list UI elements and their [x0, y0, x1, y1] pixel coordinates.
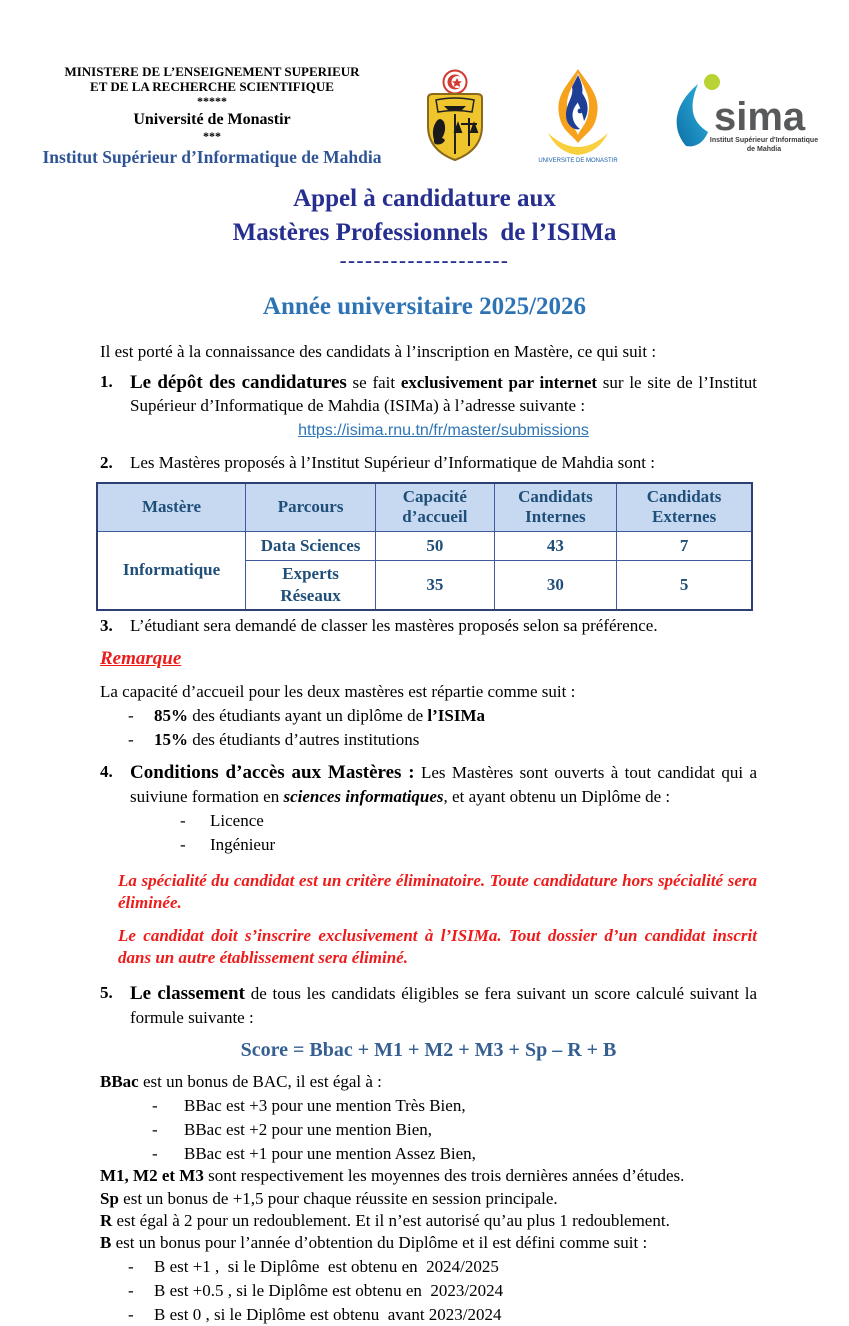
- b-bullet-3: [128, 1304, 757, 1326]
- capacity-split-intro: La capacité d’accueil pour les deux mastères est répartie comme suit :: [100, 681, 576, 701]
- dash-bullet: -: [128, 1305, 134, 1325]
- capacity-bullet-15: [128, 729, 757, 751]
- pct-85-bold: l’ISIMa: [427, 705, 485, 725]
- col-header-externes: Candidats Externes: [617, 483, 752, 531]
- cell-capacite-1: 50: [376, 531, 494, 560]
- university-name: Université de Monastir: [133, 110, 291, 128]
- sp-definition: [100, 1188, 757, 1210]
- dash-bullet: -: [128, 1256, 134, 1276]
- warning-speciality: La spécialité du candidat est un critère éliminatoire. Toute candidature hors spécialité sera éliminée.: [118, 870, 757, 913]
- m-text: sont respectivement les moyennes des trois dernières années d’études.: [203, 1166, 685, 1186]
- masters-capacity-table: [96, 482, 753, 611]
- institute-name: Institut Supérieur d’Informatique de Mahdia: [42, 146, 382, 167]
- stars-separator-2: ***: [203, 128, 221, 143]
- isima-caption-line2: de Mahdia: [746, 145, 782, 153]
- b-bullet-1: [128, 1256, 757, 1278]
- item-4-italic: sciences informatiques: [283, 786, 444, 806]
- ministry-line-1: MINISTERE DE L’ENSEIGNEMENT SUPERIEUR: [64, 64, 360, 79]
- item-1-bold: exclusivement par internet: [400, 372, 598, 392]
- cell-internes-2: 30: [494, 560, 617, 610]
- pct-85: 85%: [154, 705, 188, 725]
- remarque-heading: Remarque: [100, 647, 182, 669]
- pct-15: 15%: [154, 729, 188, 749]
- bbac-text: est un bonus de BAC, il est égal à :: [138, 1072, 382, 1092]
- cell-parcours-1: Data Sciences: [246, 531, 376, 560]
- dash-bullet: -: [128, 729, 134, 749]
- scoring-definitions: [100, 1071, 757, 1326]
- table-row: [97, 531, 752, 560]
- bbac-bullet-2: [152, 1119, 757, 1141]
- intro-paragraph: Il est porté à la connaissance des candidats à l’inscription en Mastère, ce qui suit :: [100, 342, 657, 362]
- monastir-logo-caption: UNIVERSITE DE MONASTIR: [538, 157, 618, 164]
- m-definition: [100, 1165, 757, 1187]
- score-formula: Score = Bbac + M1 + M2 + M3 + Sp – R + B: [240, 1039, 617, 1062]
- item-1-text-a: se fait: [346, 372, 401, 392]
- col-header-internes: Candidats Internes: [494, 483, 617, 531]
- bbac-bullet-2-text: BBac est +2 pour une mention Bien,: [184, 1120, 433, 1140]
- b-bullet-1-text: B est +1 , si le Diplôme est obtenu en 2024/2025: [154, 1256, 499, 1276]
- dash-bullet: -: [152, 1120, 158, 1140]
- tunisia-emblem-icon: [422, 70, 488, 162]
- logo-row: [422, 67, 818, 165]
- cell-capacite-2: 35: [376, 560, 494, 610]
- diploma-licence: Licence: [210, 810, 264, 830]
- cell-internes-1: 43: [494, 531, 617, 560]
- bbac-term: BBac: [100, 1072, 139, 1092]
- stars-separator-1: *****: [197, 93, 227, 108]
- document-title-line1: Appel à candidature aux: [293, 184, 556, 212]
- item-3: [100, 615, 757, 637]
- academic-year-title: Année universitaire 2025/2026: [262, 293, 587, 321]
- r-term: R: [100, 1210, 113, 1230]
- submission-link[interactable]: https://isima.rnu.tn/fr/master/submissions: [298, 422, 589, 440]
- isima-wordmark: sima: [714, 94, 806, 139]
- item-3-text: L’étudiant sera demandé de classer les mastères proposés selon sa préférence.: [130, 615, 658, 635]
- col-header-capacite: Capacité d’accueil: [376, 483, 494, 531]
- isima-logo-icon: [668, 72, 818, 160]
- document-body: [0, 341, 849, 1326]
- capacity-bullet-85: [128, 705, 757, 727]
- bbac-bullet-1-text: BBac est +3 pour une mention Très Bien,: [184, 1096, 466, 1116]
- dash-bullet: -: [152, 1144, 158, 1164]
- bbac-definition: [100, 1071, 757, 1093]
- universite-monastir-logo-icon: [532, 67, 624, 165]
- pct-85-text: des étudiants ayant un diplôme de: [188, 705, 428, 725]
- b-bullet-3-text: B est 0 , si le Diplôme est obtenu avant 2023/2024: [154, 1305, 502, 1325]
- item-1-lead: Le dépôt des candidatures: [130, 371, 347, 393]
- dash-bullet: -: [152, 1096, 158, 1116]
- table-header-row: [97, 483, 752, 531]
- diploma-ingenieur: Ingénieur: [210, 834, 276, 854]
- r-definition: [100, 1210, 757, 1232]
- b-bullet-2-text: B est +0.5 , si le Diplôme est obtenu en 2023/2024: [154, 1280, 504, 1300]
- r-text: est égal à 2 pour un redoublement. Et il n’est autorisé qu’au plus 1 redoublement.: [112, 1210, 670, 1230]
- b-bullet-2: [128, 1280, 757, 1302]
- cell-master: Informatique: [97, 531, 246, 610]
- dash-bullet: -: [180, 810, 186, 830]
- item-1: [100, 371, 757, 443]
- bbac-bullet-3: [152, 1143, 757, 1165]
- item-3-number: 3.: [100, 615, 113, 635]
- item-2: [100, 452, 757, 474]
- item-4-number: 4.: [100, 761, 113, 781]
- cell-externes-1: 7: [617, 531, 752, 560]
- dash-bullet: -: [128, 1280, 134, 1300]
- warning-exclusive-registration: Le candidat doit s’inscrire exclusivement à l’ISIMa. Tout dossier d’un candidat inscrit dans un autre établissement sera éliminé.: [118, 926, 757, 968]
- item-2-number: 2.: [100, 453, 113, 473]
- submission-link-line: [130, 419, 757, 442]
- diploma-bullet-ingenieur: [180, 834, 757, 856]
- m-term: M1, M2 et M3: [100, 1166, 204, 1186]
- item-4-heading: Conditions d’accès aux Mastères :: [130, 761, 415, 783]
- item-5: [100, 982, 757, 1029]
- document-title-line2: Mastères Professionnels de l’ISIMa: [232, 218, 617, 246]
- title-block: [0, 182, 849, 322]
- cell-parcours-2: Experts Réseaux: [246, 560, 376, 610]
- item-5-number: 5.: [100, 983, 113, 1003]
- item-2-text: Les Mastères proposés à l’Institut Supérieur d’Informatique de Mahdia sont :: [130, 453, 655, 473]
- item-1-text-b: sur le site de l’Institut Supérieur d’Informatique de Mahdia (ISIMa) à l’adresse suivante :: [130, 372, 757, 416]
- item-4-text-b: , et ayant obtenu un Diplôme de :: [443, 786, 671, 806]
- dash-bullet: -: [180, 834, 186, 854]
- item-5-text: de tous les candidats éligibles se fera suivant un score calculé suivant la formule suivante :: [130, 984, 757, 1027]
- b-definition: [100, 1232, 757, 1254]
- sp-text: est un bonus de +1,5 pour chaque réussite en session principale.: [118, 1188, 558, 1208]
- sp-term: Sp: [100, 1188, 119, 1208]
- diploma-bullet-licence: [180, 810, 757, 832]
- header: [0, 0, 849, 168]
- bbac-bullet-1: [152, 1095, 757, 1117]
- b-text: est un bonus pour l’année d’obtention du Diplôme et il est défini comme suit :: [111, 1232, 648, 1252]
- item-4-text-a: Les Mastères sont ouverts à tout candidat qui a suiviune formation en: [130, 762, 757, 806]
- ministry-block: [28, 64, 396, 168]
- pct-15-text: des étudiants d’autres institutions: [188, 729, 420, 749]
- item-1-number: 1.: [100, 371, 113, 391]
- item-4: [100, 761, 757, 808]
- item-5-lead: Le classement: [130, 983, 245, 1005]
- dash-bullet: -: [128, 705, 134, 725]
- col-header-parcours: Parcours: [246, 483, 376, 531]
- cell-externes-2: 5: [617, 560, 752, 610]
- ministry-line-2: ET DE LA RECHERCHE SCIENTIFIQUE: [90, 79, 334, 95]
- title-separator: --------------------: [339, 248, 510, 273]
- bbac-bullet-3-text: BBac est +1 pour une mention Assez Bien,: [184, 1144, 476, 1164]
- b-term: B: [100, 1232, 112, 1252]
- isima-caption-line1: Institut Supérieur d'Informatique: [709, 136, 819, 144]
- col-header-mastere: Mastère: [97, 483, 246, 531]
